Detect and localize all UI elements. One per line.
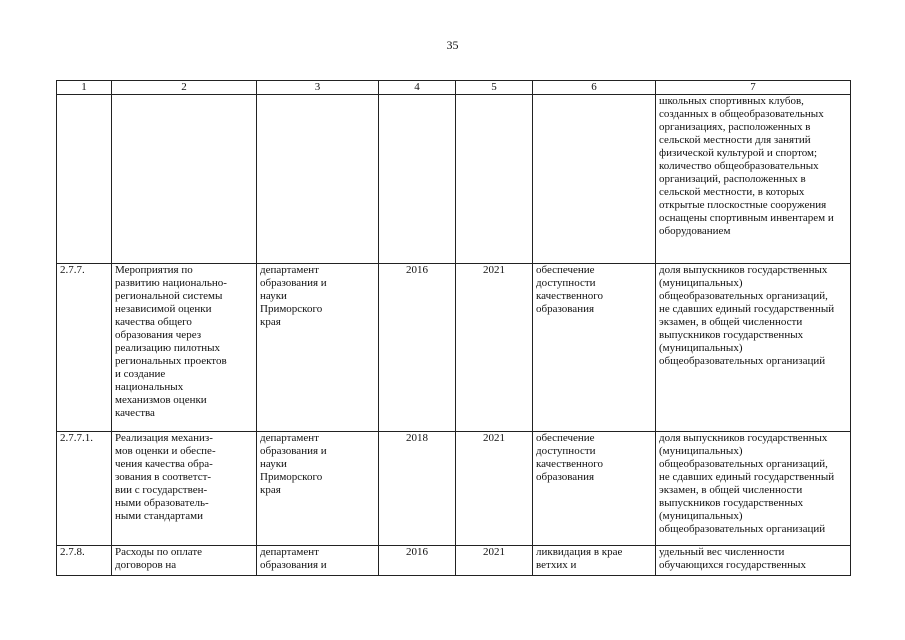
cell-number: [57, 95, 112, 264]
cell-number: 2.7.8.: [57, 546, 112, 576]
cell-result: ликвидация в крае ветхих и: [533, 546, 656, 576]
cell-end-year: [456, 95, 533, 264]
cell-name: [112, 95, 257, 264]
cell-indicator: удельный вес численности обучающихся государственных: [656, 546, 851, 576]
header-col-4: 4: [379, 81, 456, 95]
header-col-5: 5: [456, 81, 533, 95]
header-col-2: 2: [112, 81, 257, 95]
table-row: [57, 95, 851, 264]
cell-executor: [257, 95, 379, 264]
cell-start-year: 2016: [379, 264, 456, 432]
cell-indicator: доля выпускников государственных (муниципальных) общеобразовательных организаций, не сдавших единый государственный экзамен, в общей численности выпускников государственных (муниципальных) общеобразовательных организаций: [656, 264, 851, 432]
cell-end-year: 2021: [456, 264, 533, 432]
cell-start-year: [379, 95, 456, 264]
cell-executor: департамент образования и: [257, 546, 379, 576]
header-col-1: 1: [57, 81, 112, 95]
header-col-7: 7: [656, 81, 851, 95]
cell-name: Реализация механиз- мов оценки и обеспе- чения качества обра- зования в соответст- вии с государствен- ными образователь- ными стандартами: [112, 432, 257, 546]
cell-result: [533, 95, 656, 264]
cell-indicator: доля выпускников государственных (муниципальных) общеобразовательных организаций, не сдавших единый государственный экзамен, в общей численности выпускников государственных (муниципальных) общеобразовательных организаций: [656, 432, 851, 546]
table-row: [57, 546, 851, 576]
cell-result: обеспечение доступности качественного образования: [533, 264, 656, 432]
table-row: [57, 264, 851, 432]
program-table: [56, 80, 851, 576]
table-row: [57, 432, 851, 546]
header-col-6: 6: [533, 81, 656, 95]
cell-start-year: 2018: [379, 432, 456, 546]
header-row: [57, 81, 851, 95]
cell-result: обеспечение доступности качественного образования: [533, 432, 656, 546]
cell-end-year: 2021: [456, 546, 533, 576]
cell-name: Мероприятия по развитию национально- региональной системы независимой оценки качества общего образования через реализацию пилотных региональных проектов и создание национальных механизмов оценки качества: [112, 264, 257, 432]
cell-start-year: 2016: [379, 546, 456, 576]
cell-executor: департамент образования и науки Приморского края: [257, 264, 379, 432]
cell-indicator: школьных спортивных клубов, созданных в общеобразовательных организациях, расположенных в сельской местности для занятий физической культурой и спортом; количество общеобразовательных организаций, расположенных в сельской местности, в которых открытые плоскостные сооружения оснащены спортивным инвентарем и оборудованием: [656, 95, 851, 264]
header-col-3: 3: [257, 81, 379, 95]
cell-number: 2.7.7.1.: [57, 432, 112, 546]
cell-end-year: 2021: [456, 432, 533, 546]
cell-name: Расходы по оплате договоров на: [112, 546, 257, 576]
cell-executor: департамент образования и науки Приморского края: [257, 432, 379, 546]
cell-number: 2.7.7.: [57, 264, 112, 432]
page-number: 35: [446, 38, 459, 52]
